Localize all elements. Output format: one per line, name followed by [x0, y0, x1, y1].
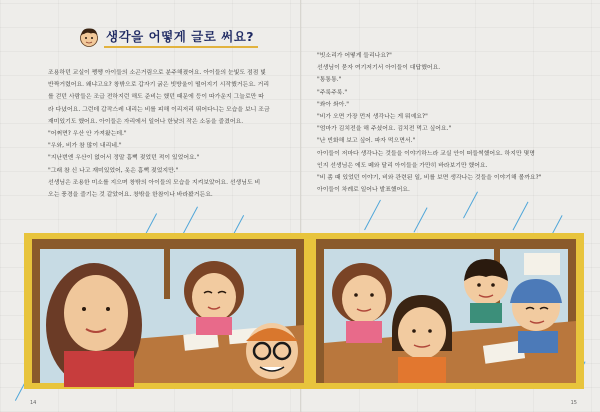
classroom-illustration [24, 233, 584, 389]
teacher-figure [46, 263, 142, 387]
student-boy-top-figure [464, 259, 508, 323]
page-number-right: 15 [570, 400, 577, 406]
boy-face-icon [78, 26, 100, 48]
chapter-title [78, 26, 258, 48]
student-boy-glasses-figure [246, 323, 298, 379]
student-girl-center-figure [392, 295, 452, 383]
dialogue-line: "그래 참 신 나고 재미있었어, 옷은 흠뻑 젖었지만." [48, 167, 179, 174]
page-title: 생각을 어떻게 글로 써요? [104, 27, 258, 48]
dialogue-line: "우와, 비가 참 많이 내리네." [48, 143, 122, 150]
left-story-text [48, 67, 283, 201]
right-window-panel [316, 239, 576, 383]
left-window-panel [32, 239, 304, 387]
paragraph-line: 재미있기도 했어요. 아이들은 자리에서 일어나 한낮의 작은 소동을 즐겼어요. [48, 118, 244, 125]
paragraph-line: 반짝거렸어요. 왜냐고요? 창밖으로 갑자기 굵은 빗방울이 떨어지기 시작했거든요. 거리 [48, 82, 270, 89]
right-story-text [317, 50, 565, 196]
paragraph-line: 선생님이 묻자 여기저기서 아이들이 대답했어요. [317, 65, 441, 72]
dialogue-line: "엄마가 김치전을 해 주셨어요. 김치전 먹고 싶어요." [317, 126, 452, 133]
dialogue-line: "빗소리가 어떻게 들리나요?" [317, 53, 392, 59]
dialogue-line: "어쩌면? 우산 안 가져왔는데." [48, 131, 127, 138]
paragraph-line: 조용하던 교실이 쨍쨍 아이들의 소곤거림으로 분주해졌어요. 아이들의 눈빛도 점점 빛 [48, 70, 266, 76]
dialogue-line: "난 빈화해 보고 싶어. 파자 먹으면서." [317, 138, 416, 145]
page-number-left: 14 [30, 400, 37, 406]
dialogue-line: "지난번엔 우산이 없어서 정말 흠뻑 젖었던 적이 있었어요." [48, 155, 200, 162]
paragraph-line: 를 걷던 사람들은 조급 전하지런 해도 준비는 했던 때문에 등이 따가운지 그늘로만 따 [48, 94, 264, 101]
dialogue-line: "비가 오면 가장 먼저 생각나는 게 뭐예요?" [317, 114, 428, 121]
paragraph-line: 아이들이 저마다 생각나는 것들을 이야기하느라 교실 안이 떠들썩했어요. 하지만 몇명 [317, 150, 535, 157]
dialogue-line: "비 좀 때 있었던 이야기, 비와 관련된 일, 비를 보면 생각나는 것들을 이야기해 볼까요?" [317, 175, 542, 182]
paragraph-line: 선생님은 조용한 미소를 지으며 창밖의 아이들의 모습을 지켜보았어요. 선생님도 비 [48, 179, 261, 186]
paragraph-line: 오는 풍경을 즐기는 것 같았어요. 창밖을 한참이나 바라봤거든요. [48, 192, 213, 199]
paragraph-line: 라 다녔어요. 그런데 갑작스레 내리는 비를 피해 이리저리 뛰어다니는 모습을 보니 조금 [48, 106, 270, 113]
dialogue-line: "통통통." [317, 77, 342, 84]
paragraph-line: 인지 선생님은 에도 떼와 달리 아이들을 가만히 바라보기만 했어요. [317, 162, 488, 169]
dialogue-line: "쏴아 쏴아." [317, 101, 349, 108]
dialogue-line: "주룩주룩." [317, 89, 348, 96]
paragraph-line: 아이들이 차례로 일어나 발표했어요. [317, 187, 410, 194]
